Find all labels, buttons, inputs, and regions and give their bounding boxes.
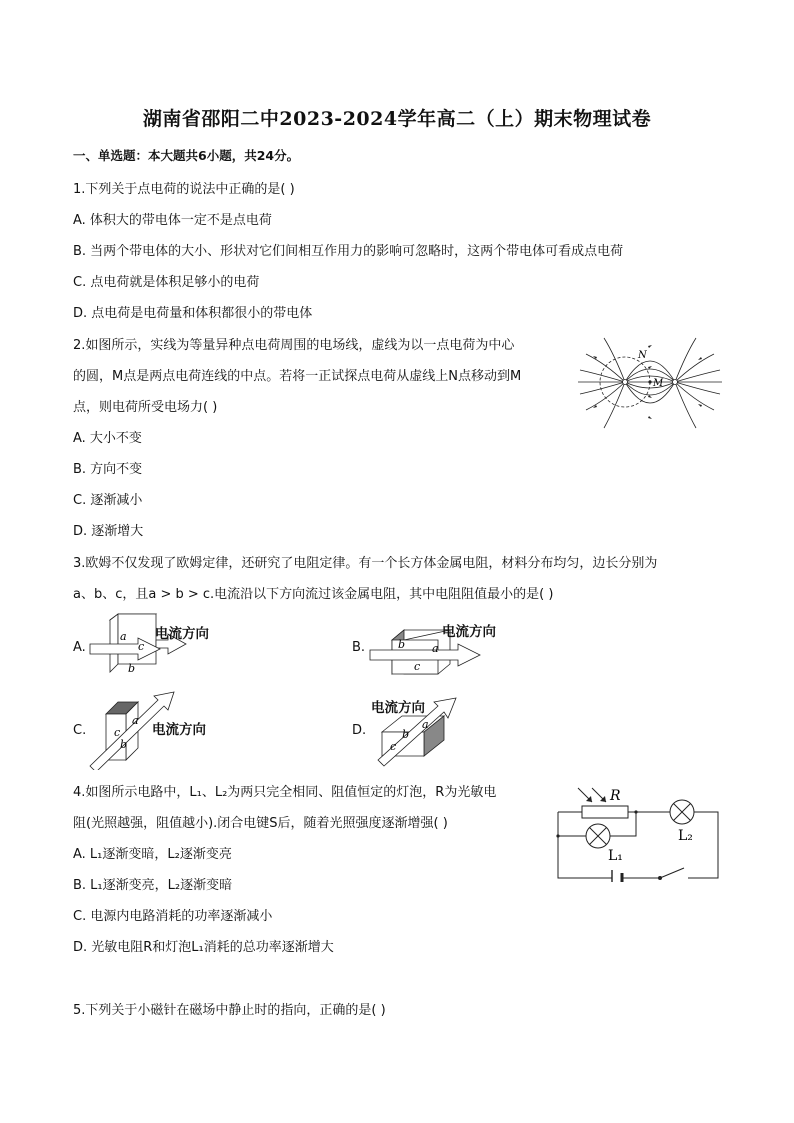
q2-option-b: B. 方向不变	[73, 462, 143, 477]
q4-stem-line2: 阻(光照越强，阻值越小).闭合电键S后，随着光照强度逐渐增强( )	[73, 816, 448, 831]
q2-option-a: A. 大小不变	[73, 431, 142, 446]
label-r: R	[610, 788, 621, 804]
svg-text:b: b	[402, 728, 410, 741]
q1-stem: 1.下列关于点电荷的说法中正确的是( )	[73, 182, 295, 197]
svg-text:a: a	[132, 714, 139, 727]
q1-option-b: B. 当两个带电体的大小、形状对它们间相互作用力的影响可忽略时，这两个带电体可看成点电荷	[73, 244, 624, 259]
q3-stem-line1: 3.欧姆不仅发现了欧姆定律，还研究了电阻定律。有一个长方体金属电阻，材料分布均匀，边长分别为	[73, 556, 658, 571]
svg-text:b: b	[398, 638, 406, 651]
q3-stem-line2: a、b、c，且a > b > c.电流沿以下方向流过该金属电阻，其中电阻阻值最小的是( )	[73, 587, 554, 602]
q3-current-label-c: 电流方向	[152, 722, 206, 738]
svg-text:a: a	[422, 718, 429, 731]
q4-stem-line1: 4.如图所示电路中，L₁、L₂为两只完全相同、阻值恒定的灯泡，R为光敏电	[73, 785, 497, 800]
svg-text:b: b	[128, 662, 136, 675]
svg-text:c: c	[114, 726, 121, 739]
section-heading: 一、单选题：本大题共6小题，共24分。	[73, 148, 300, 163]
q5-stem: 5.下列关于小磁针在磁场中静止时的指向，正确的是( )	[73, 1003, 386, 1018]
q2-option-c: C. 逐渐减小	[73, 493, 143, 508]
svg-text:c: c	[138, 640, 145, 653]
q1-option-d: D. 点电荷是电荷量和体积都很小的带电体	[73, 306, 313, 321]
q3-current-label-a: 电流方向	[155, 626, 209, 642]
label-m: M	[653, 378, 664, 389]
q4-option-a: A. L₁逐渐变暗，L₂逐渐变亮	[73, 847, 232, 862]
q3-block-a	[88, 610, 228, 682]
svg-text:c: c	[414, 660, 421, 673]
label-l1: L₁	[608, 848, 623, 864]
svg-text:c: c	[390, 740, 397, 753]
svg-text:b: b	[120, 738, 128, 751]
circuit-figure	[552, 782, 724, 882]
q4-option-b: B. L₁逐渐变亮，L₂逐渐变暗	[73, 878, 233, 893]
q3-option-c-label: C.	[73, 723, 87, 738]
label-l2: L₂	[678, 828, 693, 844]
q1-option-a: A. 体积大的带电体一定不是点电荷	[73, 213, 272, 228]
q3-current-label-d: 电流方向	[371, 700, 425, 716]
q1-option-c: C. 点电荷就是体积足够小的电荷	[73, 275, 260, 290]
q3-option-b-label: B.	[352, 640, 366, 655]
electric-field-figure	[576, 334, 724, 432]
svg-text:a: a	[432, 642, 439, 655]
q2-stem-line1: 2.如图所示，实线为等量异种点电荷周围的电场线，虚线为以一点电荷为中心	[73, 338, 515, 353]
q3-option-d-label: D.	[352, 723, 367, 738]
page-title: 湖南省邵阳二中2023-2024学年高二（上）期末物理试卷	[142, 108, 652, 130]
q4-option-d: D. 光敏电阻R和灯泡L₁消耗的总功率逐渐增大	[73, 940, 334, 955]
q2-stem-line3: 点，则电荷所受电场力( )	[73, 400, 218, 415]
q3-current-label-b: 电流方向	[442, 624, 496, 640]
svg-text:a: a	[120, 630, 127, 643]
q3-option-a-label: A.	[73, 640, 86, 655]
q2-option-d: D. 逐渐增大	[73, 524, 144, 539]
q2-stem-line2: 的圆，M点是两点电荷连线的中点。若将一正试探点电荷从虚线上N点移动到M	[73, 369, 522, 384]
label-n: N	[638, 350, 647, 361]
q4-option-c: C. 电源内电路消耗的功率逐渐减小	[73, 909, 273, 924]
